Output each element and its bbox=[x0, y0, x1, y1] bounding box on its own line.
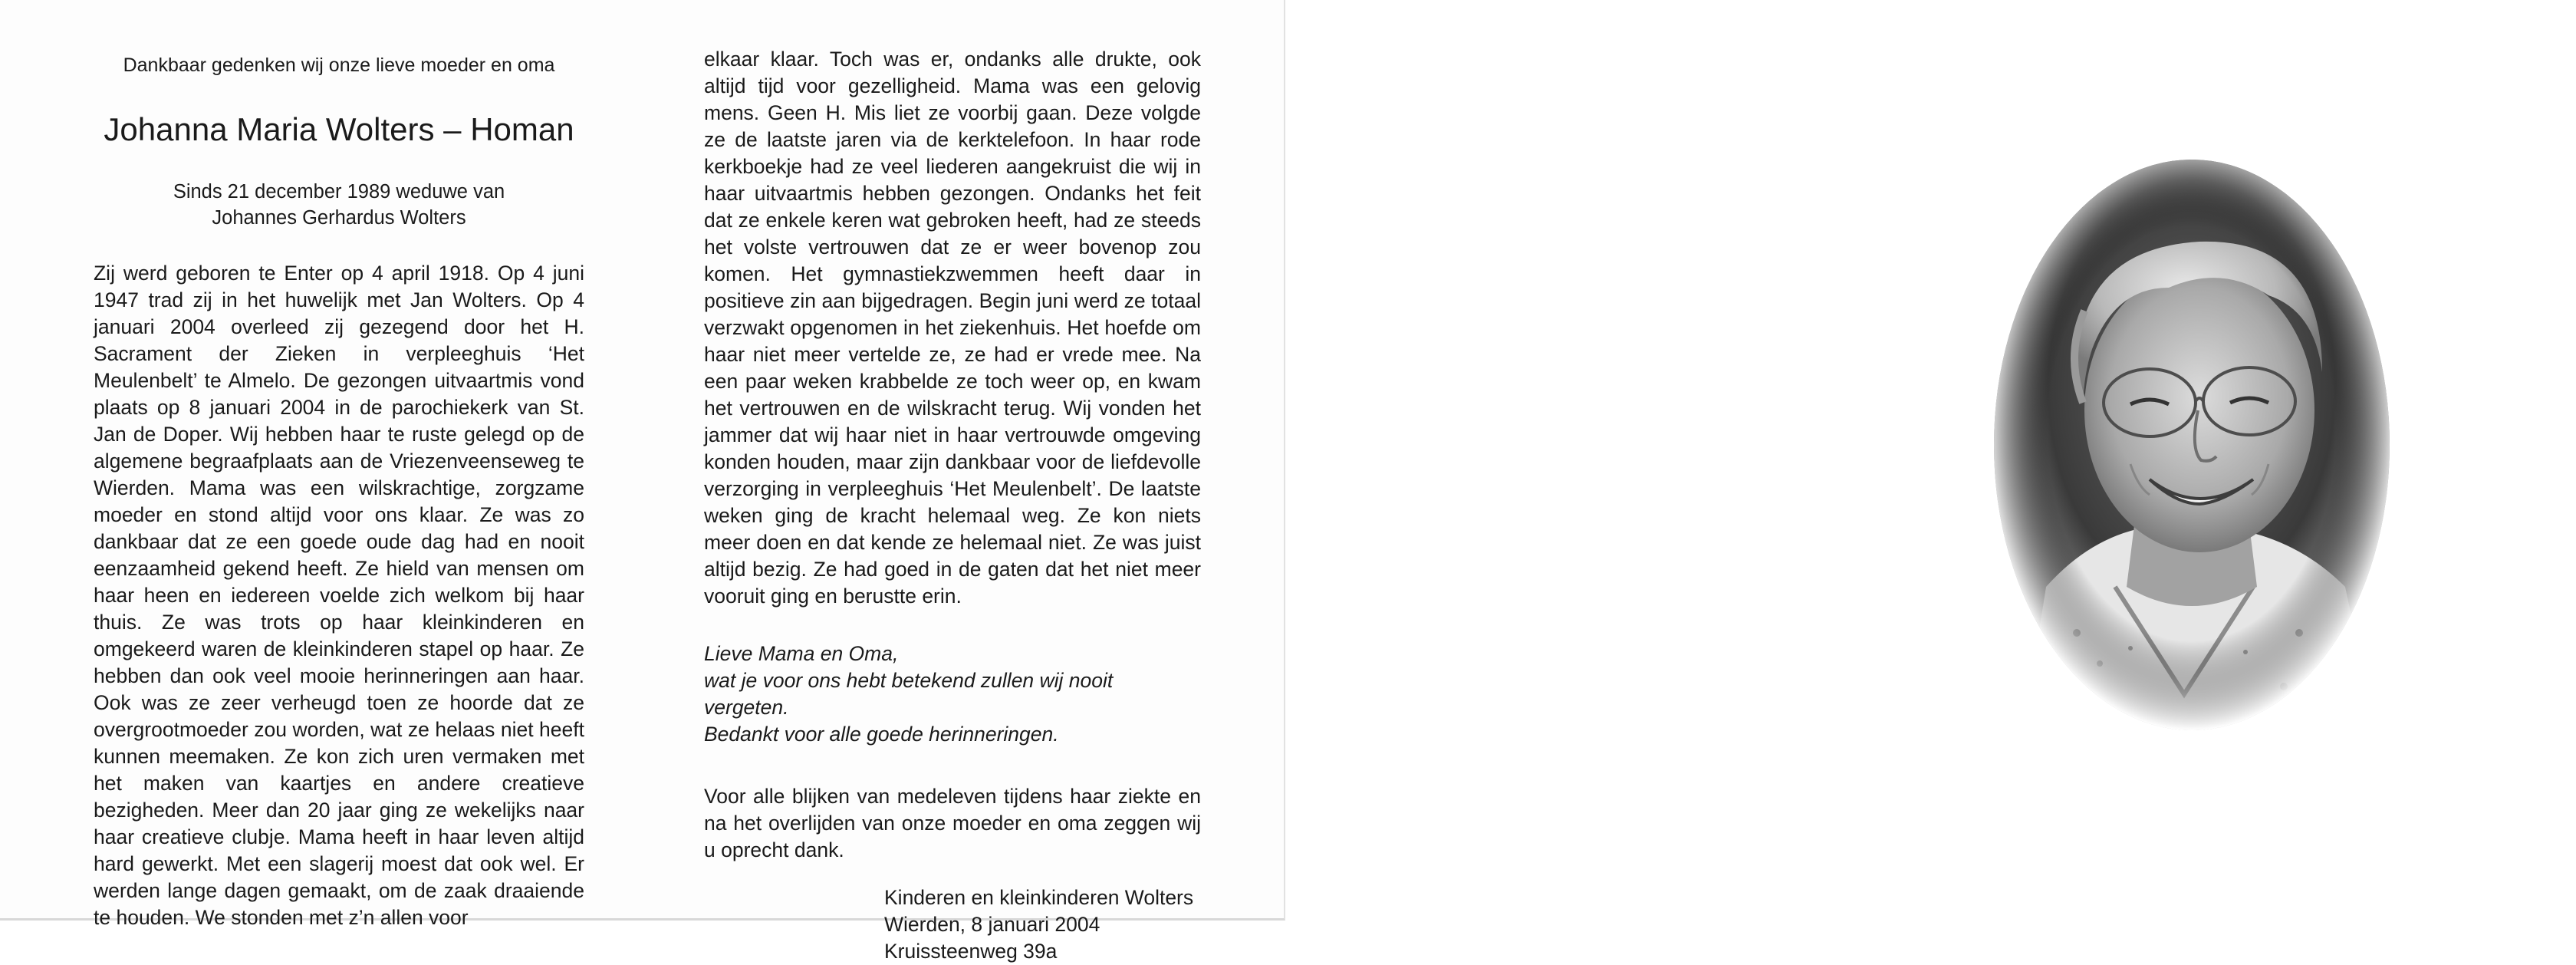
poem-line-2: wat je voor ons hebt betekend zullen wij nooit vergeten. bbox=[704, 669, 1114, 719]
poem-line-1: Lieve Mama en Oma, bbox=[704, 642, 899, 665]
widow-line-1: Sinds 21 december 1989 weduwe van bbox=[173, 181, 505, 203]
signature-family: Kinderen en kleinkinderen Wolters bbox=[884, 885, 1194, 909]
widow-line-2: Johannes Gerhardus Wolters bbox=[212, 207, 466, 229]
biography-part-2: elkaar klaar. Toch was er, ondanks alle drukte, ook altijd tijd voor gezelligheid. Mama was een gelovig mens. Geen H. Mis liet ze voorbij gaan. Deze volgde ze de laatste jaren via de kerktelefoon. In haar rode kerkboekje had ze veel liederen aangekruist die wij in haar uitvaartmis hebben gezongen. Ondanks het feit dat ze enkele keren wat gebroken heeft, had ze steeds het volste vertrouwen dat ze er weer bovenop zou komen. Het gymnastiekzwemmen heeft daar in positieve zin aan bijgedragen. Begin juni werd ze totaal verzwakt opgenomen in het ziekenhuis. Het hoefde om haar niet meer vertelde ze, ze had er vrede mee. Na een paar weken krabbelde ze toch weer op, en kwam het vertrouwen en de wilskracht terug. Wij vonden het jammer dat wij haar niet in haar vertrouwde omgeving konden houden, maar zijn dankbaar voor de liefdevolle verzorging in verpleeghuis ‘Het Meulenbelt’. De laatste weken ging de kracht helemaal weg. Ze kon niets meer doen en dat kende ze helemaal niet. Ze was juist altijd bezig. Ze had goed in de gaten dat het niet meer vooruit ging en berustte erin. bbox=[704, 48, 1201, 608]
signature-address: Kruissteenweg 39a bbox=[884, 939, 1058, 963]
portrait-photo bbox=[1992, 157, 2391, 733]
left-text-column bbox=[94, 46, 584, 931]
biography-part-1: Zij werd geboren te Enter op 4 april 1918. Op 4 juni 1947 trad zij in het huwelijk met Jan Wolters. Op 4 januari 2004 overleed zij gezegend door het H. Sacrament der Zieken in verpleeghuis ‘Het Meulenbelt’ te Almelo. De gezongen uitvaartmis vond plaats op 8 januari 2004 in de parochiekerk van St. Jan de Doper. Wij hebben haar te ruste gelegd op de algemene begraafplaats aan de Vriezenveenseweg te Wierden. Mama was een wilskrachtige, zorgzame moeder en stond altijd voor ons klaar. Ze was zo dankbaar dat ze een goede oude dag had en nooit eenzaamheid gekend heeft. Ze hield van mensen om haar heen en iedereen voelde zich welkom bij haar thuis. Ze was trots op haar kleinkinderen en omgekeerd waren de kleinkinderen stapel op haar. Ze hebben dan ook veel mooie herinneringen aan haar. Ook was ze zeer verheugd toen ze hoorde dat ze overgrootmoeder zou worden, wat ze helaas niet heeft kunnen meemaken. Ze kon zich uren vermaken met het maken van kaartjes en andere creatieve bezigheden. Meer dan 20 jaar ging ze wekelijks naar haar creatieve clubje. Mama heeft in haar leven altijd hard gewerkt. Met een slagerij moest dat ook wel. Er werden lange dagen gemaakt, om de zaak draaiende te houden. We stonden met z’n allen voor bbox=[94, 262, 584, 929]
intro-line: Dankbaar gedenken wij onze lieve moeder en oma bbox=[123, 54, 555, 76]
thanks-paragraph: Voor alle blijken van medeleven tijdens haar ziekte en na het overlijden van onze moeder en oma zeggen wij u oprecht dank. bbox=[704, 785, 1201, 861]
poem-line-3: Bedankt voor alle goede herinneringen. bbox=[704, 723, 1059, 746]
deceased-name: Johanna Maria Wolters – Homan bbox=[104, 111, 574, 147]
right-text-column bbox=[704, 46, 1201, 965]
memorial-card-text-panel bbox=[0, 0, 1285, 963]
signature-block bbox=[884, 884, 1201, 965]
signature-place-date: Wierden, 8 januari 2004 bbox=[884, 912, 1100, 936]
portrait-image bbox=[1992, 157, 2391, 733]
farewell-poem bbox=[704, 641, 1201, 748]
widow-notice bbox=[94, 179, 584, 231]
